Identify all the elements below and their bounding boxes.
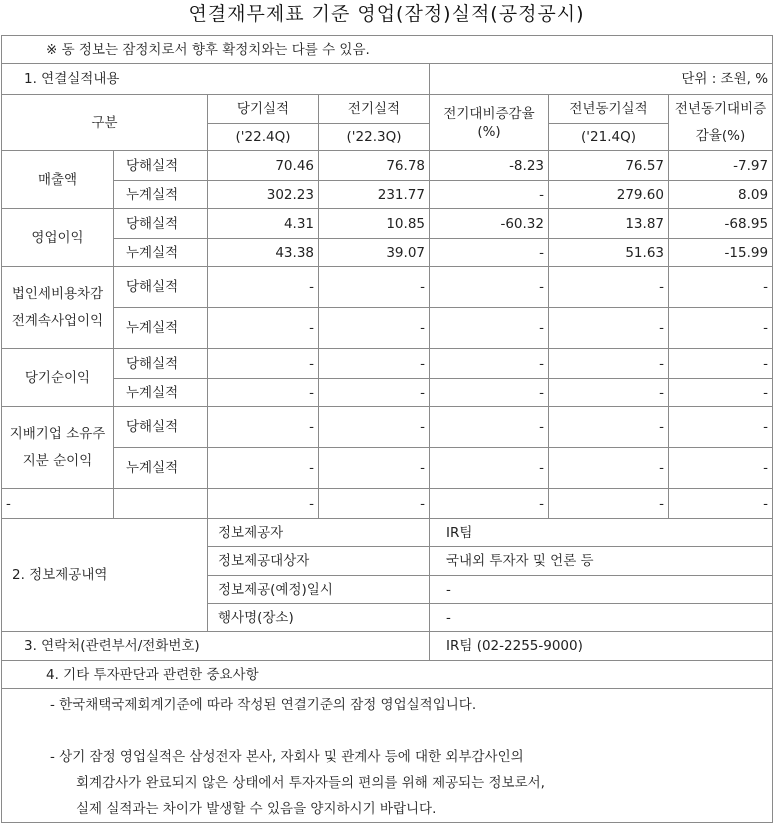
value-cell: 231.77 xyxy=(319,181,430,209)
value-cell: -8.23 xyxy=(430,151,549,181)
notice: ※ 동 정보는 잠정치로서 향후 확정치와는 다를 수 있음. xyxy=(2,36,773,64)
cell: - xyxy=(549,489,669,519)
cell: - xyxy=(208,489,319,519)
row-sublabel: 당해실적 xyxy=(114,349,208,379)
header-prev: 전기실적 xyxy=(319,95,430,124)
value-cell: 51.63 xyxy=(549,239,669,267)
row-category: 영업이익 xyxy=(2,209,114,267)
value-cell: - xyxy=(319,308,430,349)
page-title: 연결재무제표 기준 영업(잠정)실적(공정공시) xyxy=(188,3,585,25)
row-sublabel: 누계실적 xyxy=(114,239,208,267)
value-cell: 10.85 xyxy=(319,209,430,239)
value-cell: - xyxy=(549,308,669,349)
value-cell: - xyxy=(430,407,549,448)
value-cell: 70.46 xyxy=(208,151,319,181)
value-cell: - xyxy=(208,308,319,349)
row-category: 법인세비용차감전계속사업이익 xyxy=(2,267,114,349)
value-cell: - xyxy=(319,267,430,308)
row-sublabel: 누계실적 xyxy=(114,379,208,407)
row-category: 당기순이익 xyxy=(2,349,114,407)
info-key: 정보제공대상자 xyxy=(208,547,430,576)
value-cell: - xyxy=(319,379,430,407)
value-cell: - xyxy=(430,239,549,267)
unit-label: 단위 : 조원, % xyxy=(430,64,773,95)
cell: - xyxy=(2,489,114,519)
cell: - xyxy=(669,489,773,519)
value-cell: - xyxy=(430,349,549,379)
value-cell: - xyxy=(430,379,549,407)
value-cell: - xyxy=(669,448,773,489)
row-sublabel: 누계실적 xyxy=(114,181,208,209)
disclosure-table xyxy=(1,35,773,823)
table-row xyxy=(2,379,773,407)
row-sublabel: 당해실적 xyxy=(114,151,208,181)
dash-row xyxy=(2,489,773,519)
info-value: 국내외 투자자 및 언론 등 xyxy=(430,547,773,576)
table-row xyxy=(2,239,773,267)
section4-label: 4. 기타 투자판단과 관련한 중요사항 xyxy=(2,661,773,689)
row-sublabel: 누계실적 xyxy=(114,308,208,349)
value-cell: - xyxy=(208,448,319,489)
value-cell: 76.78 xyxy=(319,151,430,181)
table-row xyxy=(2,181,773,209)
section1-label: 1. 연결실적내용 xyxy=(2,64,430,95)
row-category: 매출액 xyxy=(2,151,114,209)
row-sublabel: 누계실적 xyxy=(114,448,208,489)
value-cell: - xyxy=(430,448,549,489)
value-cell: - xyxy=(549,349,669,379)
value-cell: - xyxy=(319,407,430,448)
value-cell: - xyxy=(208,349,319,379)
info-value: IR팀 xyxy=(430,519,773,547)
value-cell: - xyxy=(319,448,430,489)
table-row xyxy=(2,407,773,448)
header-prev-period: ('22.3Q) xyxy=(319,124,430,151)
info-value: - xyxy=(430,604,773,632)
cell: - xyxy=(319,489,430,519)
value-cell: - xyxy=(430,308,549,349)
cell: - xyxy=(430,489,549,519)
table-row xyxy=(2,151,773,181)
header-yoy-period: ('21.4Q) xyxy=(549,124,669,151)
value-cell: - xyxy=(430,181,549,209)
header-yoy: 전년동기대비증감율(%) xyxy=(669,95,773,151)
value-cell: - xyxy=(208,407,319,448)
value-cell: - xyxy=(430,267,549,308)
value-cell: - xyxy=(669,308,773,349)
value-cell: 43.38 xyxy=(208,239,319,267)
value-cell: - xyxy=(208,379,319,407)
row-category: 지배기업 소유주지분 순이익 xyxy=(2,407,114,489)
contact-value: IR팀 (02-2255-9000) xyxy=(430,632,773,661)
table-row xyxy=(2,349,773,379)
value-cell: 76.57 xyxy=(549,151,669,181)
value-cell: - xyxy=(669,267,773,308)
value-cell: - xyxy=(669,379,773,407)
note-line: - 한국채택국제회계기준에 따라 작성된 연결기준의 잠정 영업실적입니다. xyxy=(50,697,477,713)
note-line: - 상기 잠정 영업실적은 삼성전자 본사, 자회사 및 관계사 등에 대한 외부감사인의 xyxy=(50,749,524,765)
value-cell: - xyxy=(549,448,669,489)
value-cell: - xyxy=(549,379,669,407)
table-row xyxy=(2,308,773,349)
value-cell: 302.23 xyxy=(208,181,319,209)
row-sublabel: 당해실적 xyxy=(114,267,208,308)
value-cell: -7.97 xyxy=(669,151,773,181)
value-cell: - xyxy=(669,407,773,448)
section3-label: 3. 연락처(관련부서/전화번호) xyxy=(2,632,430,661)
info-value: - xyxy=(430,576,773,604)
value-cell: 4.31 xyxy=(208,209,319,239)
value-cell: 39.07 xyxy=(319,239,430,267)
header-cur-period: ('22.4Q) xyxy=(208,124,319,151)
value-cell: - xyxy=(549,267,669,308)
note-line: 회계감사가 완료되지 않은 상태에서 투자자들의 편의를 위해 제공되는 정보로서, xyxy=(76,775,545,791)
header-category: 구분 xyxy=(2,95,208,151)
table-row xyxy=(2,267,773,308)
header-yoy-prev: 전년동기실적 xyxy=(549,95,669,124)
section4-notes xyxy=(2,689,773,823)
table-row xyxy=(2,448,773,489)
value-cell: - xyxy=(549,407,669,448)
value-cell: -60.32 xyxy=(430,209,549,239)
value-cell: - xyxy=(669,349,773,379)
value-cell: 13.87 xyxy=(549,209,669,239)
table-row xyxy=(2,209,773,239)
header-cur: 당기실적 xyxy=(208,95,319,124)
row-sublabel: 당해실적 xyxy=(114,209,208,239)
value-cell: -15.99 xyxy=(669,239,773,267)
value-cell: - xyxy=(319,349,430,379)
value-cell: 8.09 xyxy=(669,181,773,209)
value-cell: -68.95 xyxy=(669,209,773,239)
header-qoq: 전기대비증감율(%) xyxy=(430,95,549,151)
info-key: 행사명(장소) xyxy=(208,604,430,632)
value-cell: 279.60 xyxy=(549,181,669,209)
value-cell: - xyxy=(208,267,319,308)
note-line: 실제 실적과는 차이가 발생할 수 있음을 양지하시기 바랍니다. xyxy=(76,801,437,817)
row-sublabel: 당해실적 xyxy=(114,407,208,448)
info-key: 정보제공(예정)일시 xyxy=(208,576,430,604)
info-key: 정보제공자 xyxy=(208,519,430,547)
section2-label: 2. 정보제공내역 xyxy=(2,519,208,632)
